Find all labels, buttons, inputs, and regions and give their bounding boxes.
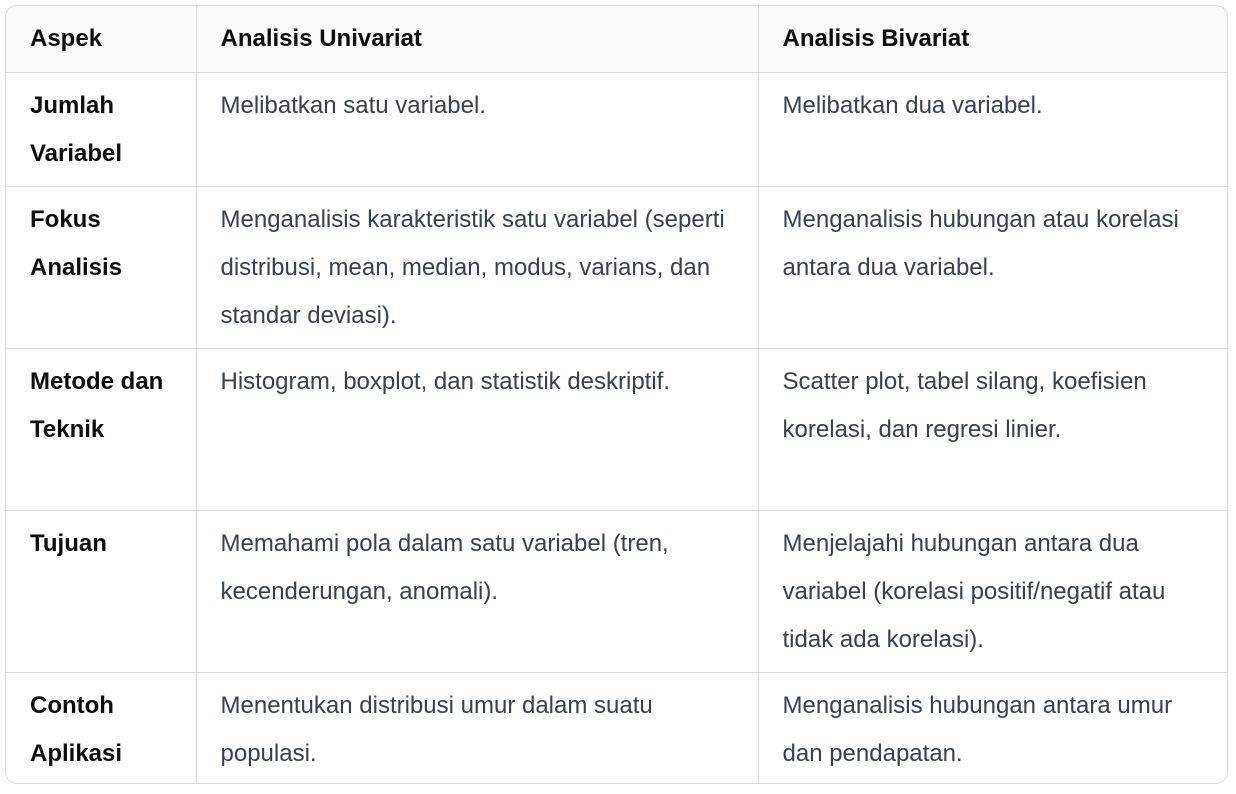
- table-row: [6, 510, 1227, 672]
- bivariat-cell: Menganalisis hubungan atau korelasi antara dua variabel.: [758, 186, 1227, 348]
- aspect-cell: Contoh Aplikasi: [6, 672, 196, 784]
- bivariat-cell: Scatter plot, tabel silang, koefisien korelasi, dan regresi linier.: [758, 348, 1227, 510]
- header-aspek: Aspek: [6, 6, 196, 72]
- univariat-cell: Memahami pola dalam satu variabel (tren, kecenderungan, anomali).: [196, 510, 758, 672]
- table-row: [6, 672, 1227, 784]
- aspect-cell: Jumlah Variabel: [6, 72, 196, 186]
- univariat-cell: Menganalisis karakteristik satu variabel (seperti distribusi, mean, median, modus, varians, dan standar deviasi).: [196, 186, 758, 348]
- bivariat-cell: Menjelajahi hubungan antara dua variabel (korelasi positif/negatif atau tidak ada korelasi).: [758, 510, 1227, 672]
- comparison-table: [6, 6, 1227, 784]
- header-bivariat: Analisis Bivariat: [758, 6, 1227, 72]
- univariat-cell: Histogram, boxplot, dan statistik deskriptif.: [196, 348, 758, 510]
- table-row: [6, 186, 1227, 348]
- comparison-table-container: [5, 5, 1228, 784]
- aspect-cell: Fokus Analisis: [6, 186, 196, 348]
- aspect-cell: Tujuan: [6, 510, 196, 672]
- table-header-row: [6, 6, 1227, 72]
- table-row: [6, 72, 1227, 186]
- univariat-cell: Menentukan distribusi umur dalam suatu populasi.: [196, 672, 758, 784]
- bivariat-cell: Melibatkan dua variabel.: [758, 72, 1227, 186]
- aspect-cell: Metode dan Teknik: [6, 348, 196, 510]
- univariat-cell: Melibatkan satu variabel.: [196, 72, 758, 186]
- header-univariat: Analisis Univariat: [196, 6, 758, 72]
- bivariat-cell: Menganalisis hubungan antara umur dan pendapatan.: [782, 691, 1173, 767]
- table-row: [6, 348, 1227, 510]
